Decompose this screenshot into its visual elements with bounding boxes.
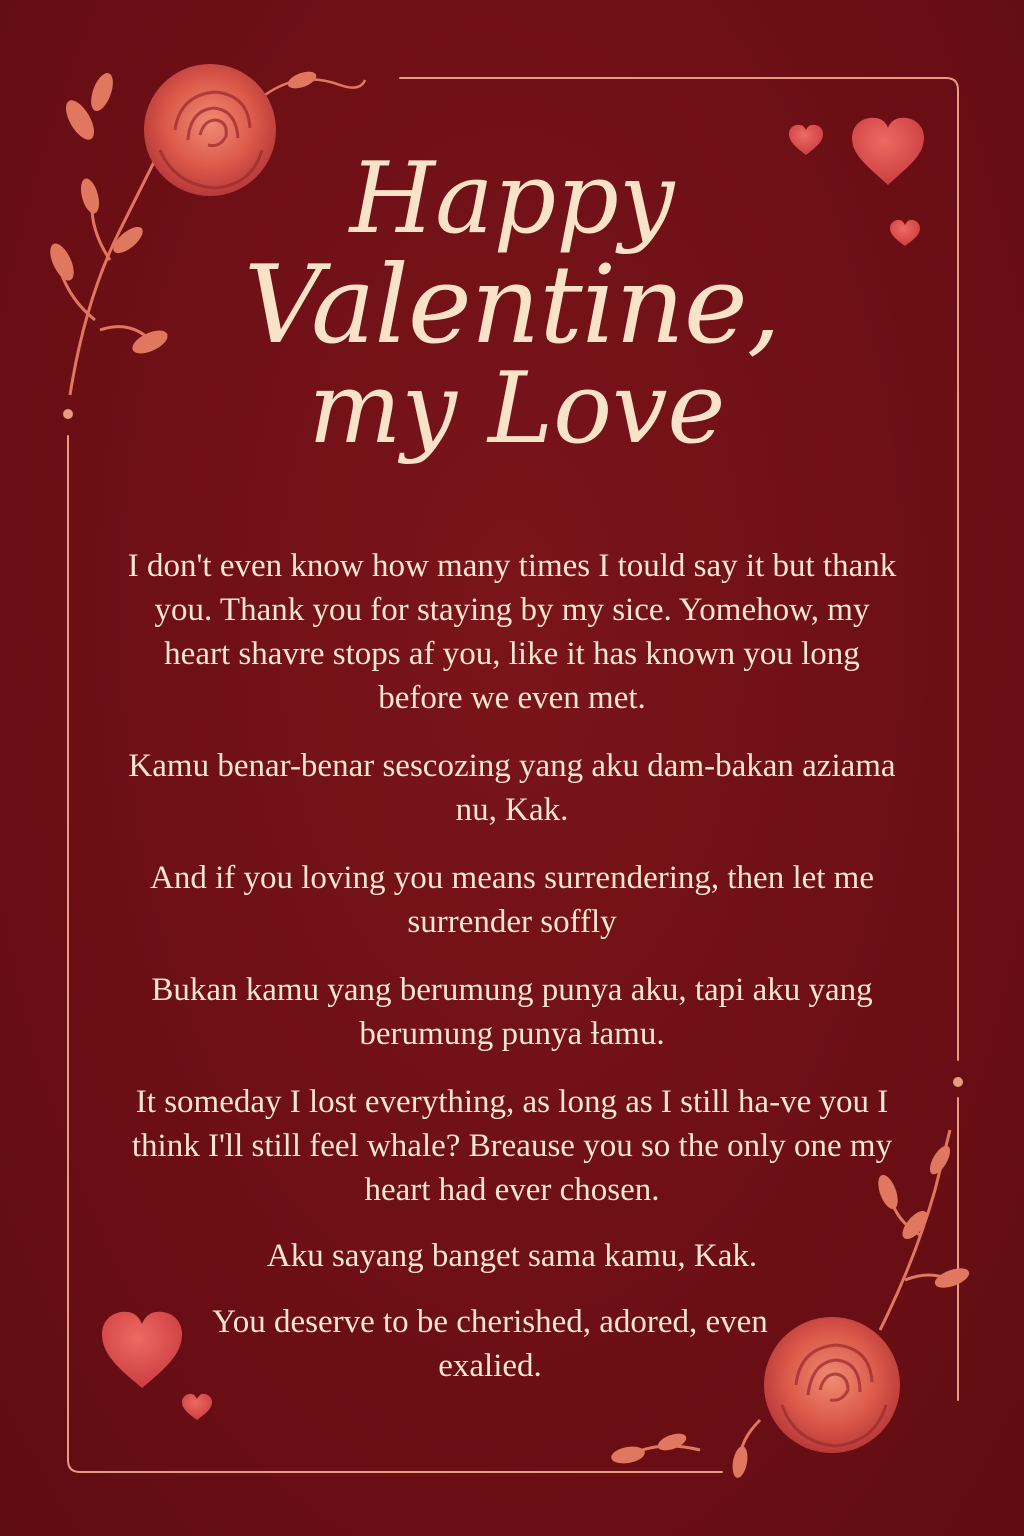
title-line-3: my Love bbox=[308, 352, 726, 466]
message-paragraph: And if you loving you means surrendering, then let me surrender soffly bbox=[149, 860, 875, 940]
leaf-vine-icon bbox=[265, 79, 365, 95]
message-paragraph: I don't even know how many times I tould say it but thank you. Thank you for staying by my sice. Yomehow, my heart shavre stops af you, like it has known you long before we even met. bbox=[127, 548, 897, 716]
title-line-2: Valentine, bbox=[243, 243, 781, 368]
heart-icon bbox=[182, 1394, 212, 1420]
card-title bbox=[0, 142, 1024, 466]
message-paragraph: Kamu benar-benar sescozing yang aku dam-bakan aziama nu, Kak. bbox=[128, 748, 896, 828]
message-paragraph: You deserve to be cherished, adored, even exalied. bbox=[212, 1304, 768, 1384]
message-paragraph: It someday I lost everything, as long as I still ha-ve you I think I'll still feel whale? Breause you so the only one my heart had ever chosen. bbox=[131, 1084, 893, 1208]
message-paragraph: Bukan kamu yang berumung punya aku, tapi aku yang berumung punya ƚamu. bbox=[151, 972, 873, 1052]
message-body bbox=[120, 544, 904, 1388]
message-paragraph: Aku sayang banget sama kamu, Kak. bbox=[266, 1238, 758, 1274]
title-line-1: Happy bbox=[349, 142, 675, 256]
